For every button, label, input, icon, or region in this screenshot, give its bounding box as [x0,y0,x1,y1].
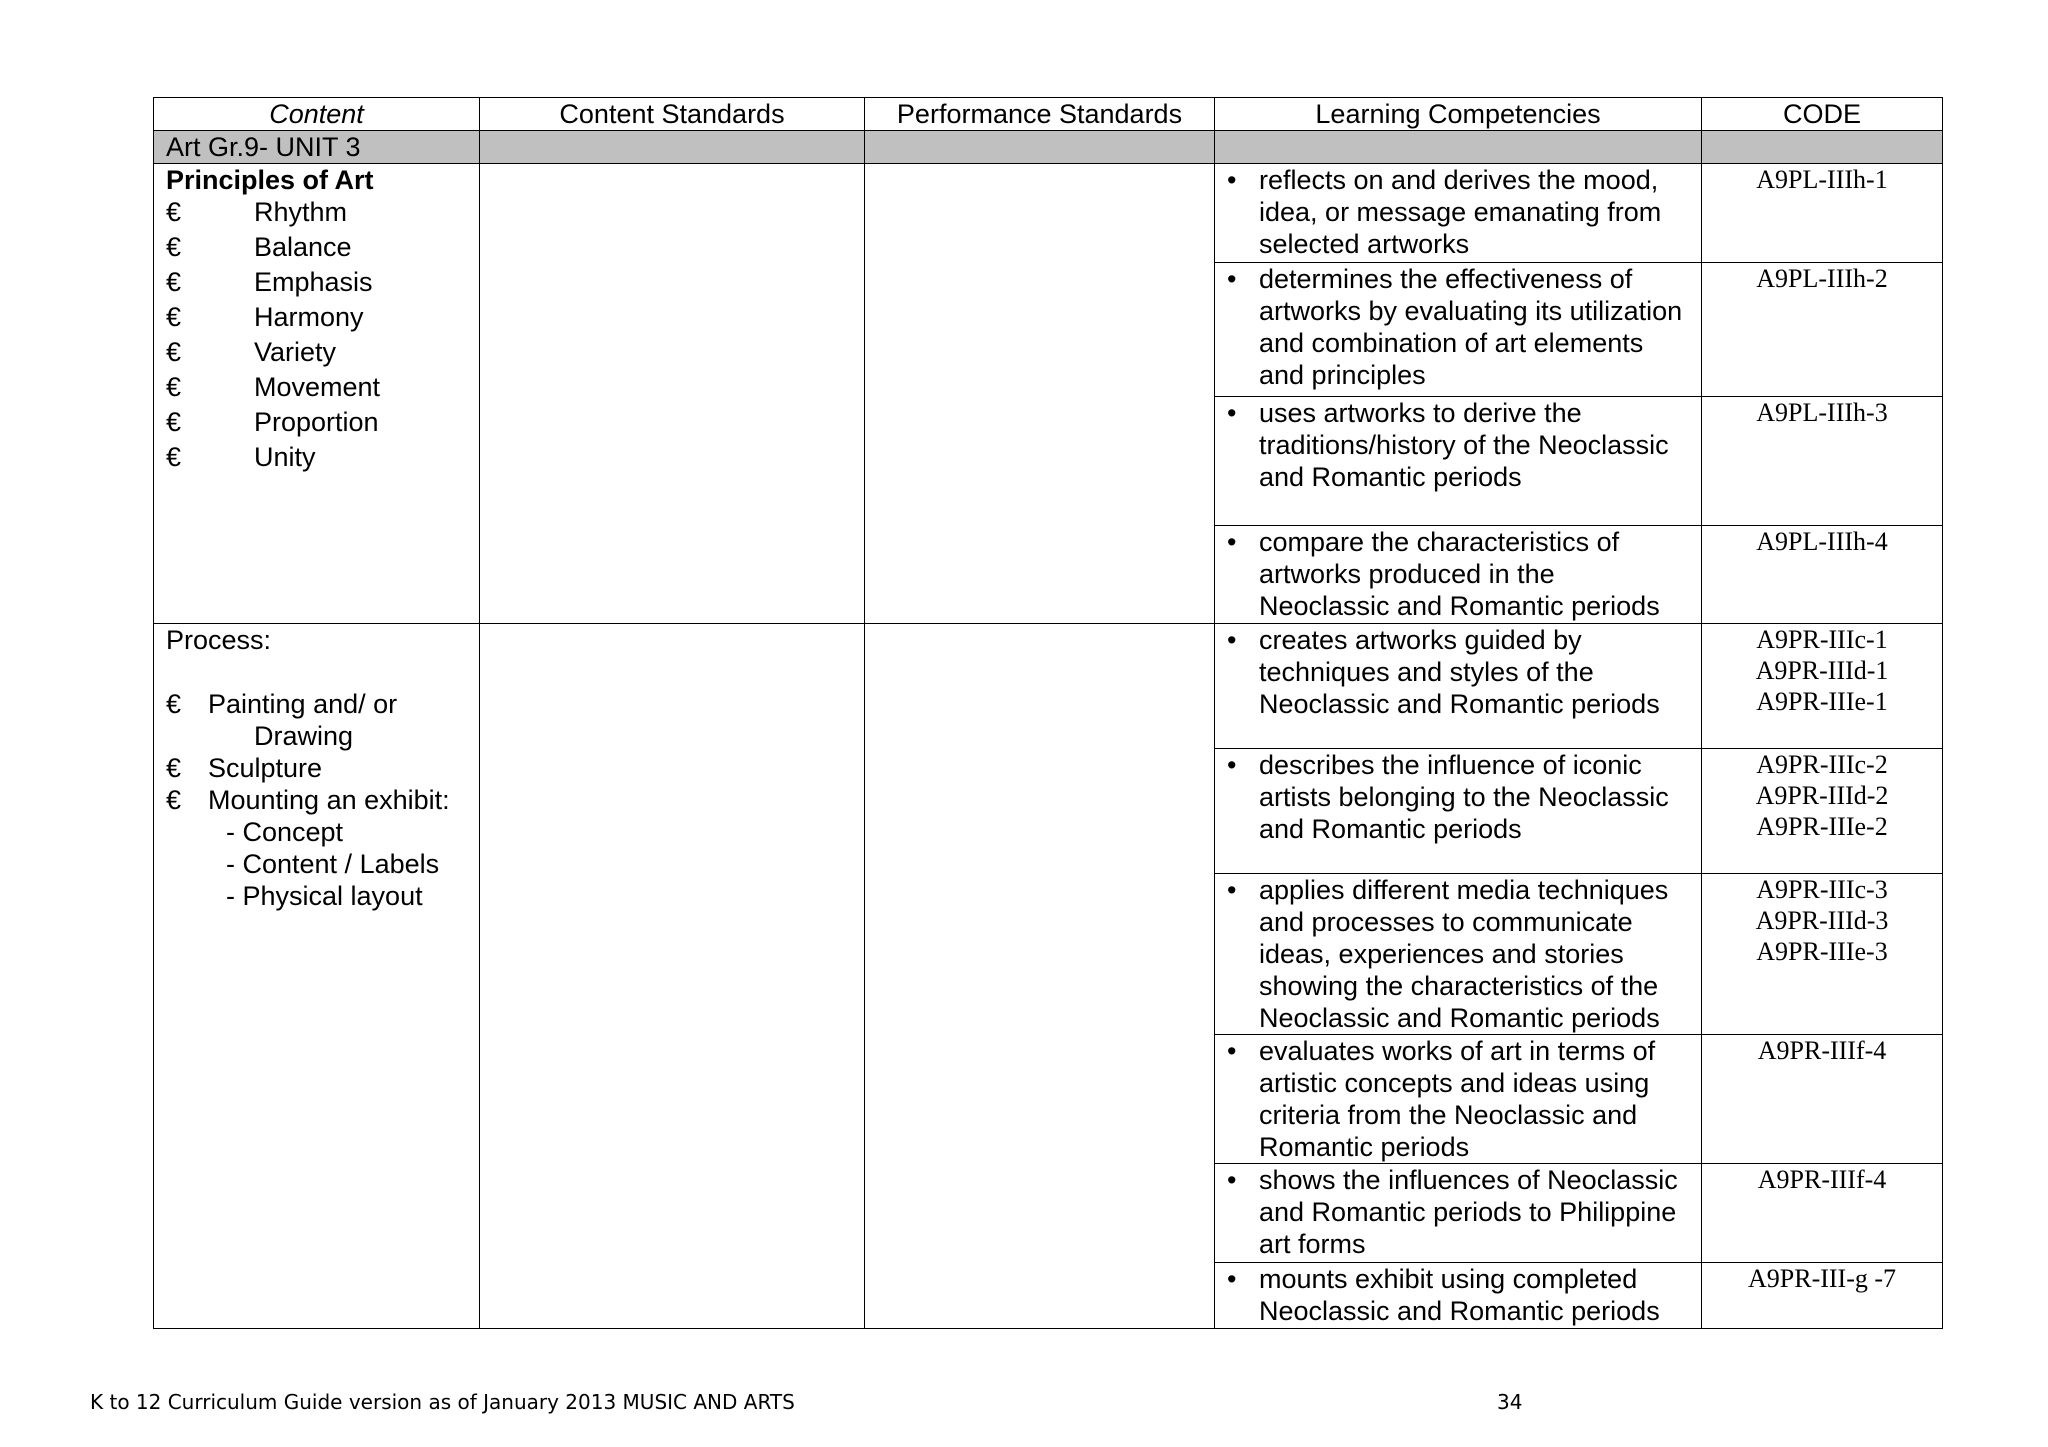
bullet-icon: • [1227,398,1237,428]
euro-bullet-icon: € [166,689,182,719]
competency-cell: • describes the influence of iconic artists belonging to the Neoclassic and Romantic periods [1215,749,1702,874]
euro-bullet-icon: € [166,232,182,262]
code-cell: A9PL-IIIh-2 [1702,263,1943,397]
euro-bullet-icon: € [166,267,182,297]
list-item: € Movement [166,372,381,402]
list-item: € Harmony [166,302,364,332]
bullet-icon: • [1227,625,1237,655]
section-title: Process: [166,625,272,655]
bullet-icon: • [1227,1165,1237,1195]
euro-bullet-icon: € [166,337,182,367]
content-cell-process [154,624,480,1329]
section-title: Principles of Art [166,165,374,195]
list-item: € Emphasis [166,267,373,297]
code-cell: A9PR-III-g -7 [1702,1263,1943,1329]
list-item: - Physical layout [226,881,423,911]
unit-label: Art Gr.9- UNIT 3 [154,131,480,164]
list-item: € Sculpture [166,753,323,783]
competency-cell: • uses artworks to derive the traditions/history of the Neoclassic and Romantic periods [1215,397,1702,526]
euro-bullet-icon: € [166,442,182,472]
bullet-icon: • [1227,875,1237,905]
curriculum-table [153,97,1943,1329]
competency-cell: • creates artworks guided by techniques and styles of the Neoclassic and Romantic periods [1215,624,1702,749]
competency-cell: • shows the influences of Neoclassic and Romantic periods to Philippine art forms [1215,1164,1702,1263]
code-cell: A9PR-IIIc-1 A9PR-IIId-1 A9PR-IIIe-1 [1702,624,1943,749]
footer-text: K to 12 Curriculum Guide version as of January 2013 MUSIC AND ARTS [90,1390,795,1414]
list-item: - Content / Labels [226,849,440,879]
euro-bullet-icon: € [166,407,182,437]
content-cell-principles [154,164,480,624]
euro-bullet-icon: € [166,372,182,402]
bullet-icon: • [1227,527,1237,557]
euro-bullet-icon: € [166,302,182,332]
euro-bullet-icon: € [166,785,182,815]
code-cell: A9PL-IIIh-1 [1702,164,1943,263]
bullet-icon: • [1227,750,1237,780]
header-performance-standards: Performance Standards [865,98,1215,131]
code-cell: A9PR-IIIf-4 [1702,1035,1943,1164]
code-cell: A9PR-IIIc-3 A9PR-IIId-3 A9PR-IIIe-3 [1702,874,1943,1035]
list-item: € Mounting an exhibit: [166,785,450,815]
process-list [166,688,467,816]
euro-bullet-icon: € [166,197,182,227]
list-item: € Proportion [166,407,379,437]
bullet-icon: • [1227,1036,1237,1066]
content-standards-cell [480,164,865,624]
list-item: - Concept [226,817,344,847]
list-item: € Variety [166,337,337,367]
principles-list [166,196,467,476]
list-item: € Balance [166,232,352,262]
code-cell: A9PL-IIIh-4 [1702,526,1943,624]
competency-cell: • applies different media techniques and processes to communicate ideas, experiences and stories showing the characteristics of the Neoclassic and Romantic periods [1215,874,1702,1035]
performance-standards-cell [865,624,1215,1329]
competency-cell: • reflects on and derives the mood, idea, or message emanating from selected artworks [1215,164,1702,263]
code-cell: A9PR-IIIc-2 A9PR-IIId-2 A9PR-IIIe-2 [1702,749,1943,874]
header-content: Content [154,98,480,131]
competency-cell: • mounts exhibit using completed Neoclassic and Romantic periods [1215,1263,1702,1329]
competency-cell: • determines the effectiveness of artworks by evaluating its utilization and combination of art elements and principles [1215,263,1702,397]
table-row [154,164,1943,263]
competency-cell: • evaluates works of art in terms of artistic concepts and ideas using criteria from the Neoclassic and Romantic periods [1215,1035,1702,1164]
bullet-icon: • [1227,264,1237,294]
bullet-icon: • [1227,1264,1237,1294]
performance-standards-cell [865,164,1215,624]
competency-cell: • compare the characteristics of artworks produced in the Neoclassic and Romantic periods [1215,526,1702,624]
unit-row [154,131,1943,164]
code-cell: A9PL-IIIh-3 [1702,397,1943,526]
header-row [154,98,1943,131]
header-learning-competencies: Learning Competencies [1215,98,1702,131]
list-item: € Painting and/ or Drawing [166,689,398,751]
list-item: € Rhythm [166,197,348,227]
header-content-standards: Content Standards [480,98,865,131]
header-code: CODE [1702,98,1943,131]
bullet-icon: • [1227,165,1237,195]
list-item: € Unity [166,442,316,472]
euro-bullet-icon: € [166,753,182,783]
content-standards-cell [480,624,865,1329]
exhibit-sublist [166,816,467,912]
table-row [154,624,1943,749]
code-cell: A9PR-IIIf-4 [1702,1164,1943,1263]
page-number: 34 [1497,1390,1523,1414]
